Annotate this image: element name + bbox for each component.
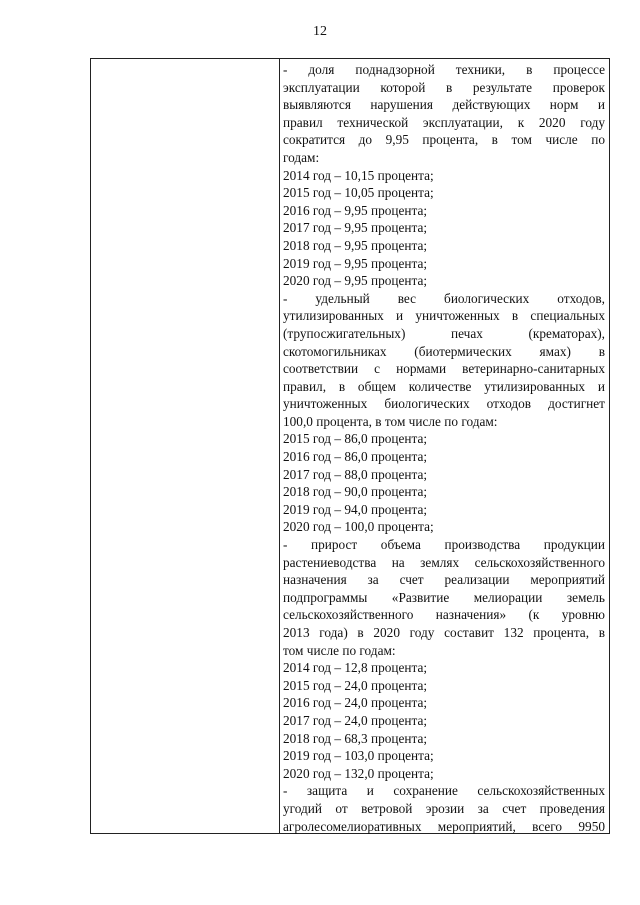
- text-line: правил технической эксплуатации, к 2020 году: [283, 114, 605, 130]
- text-line: 100,0 процента, в том числе по годам:: [283, 413, 498, 429]
- indicator-biological-waste: [283, 290, 605, 536]
- text-line: соответствии с нормами ветеринарно-санитарных: [283, 361, 605, 377]
- page-number: 12: [313, 24, 327, 39]
- year-value-line: 2019 год – 9,95 процента;: [283, 255, 428, 271]
- year-value-line: 2015 год – 86,0 процента;: [283, 431, 428, 447]
- year-value-line: 2020 год – 132,0 процента;: [283, 765, 434, 781]
- year-value-line: 2017 год – 9,95 процента;: [283, 220, 428, 236]
- year-value-line: 2016 год – 24,0 процента;: [283, 695, 428, 711]
- table-right-column: [280, 61, 609, 835]
- year-value-line: 2015 год – 24,0 процента;: [283, 677, 428, 693]
- year-value-line: 2016 год – 86,0 процента;: [283, 449, 428, 465]
- indicator-crop-production-growth: [283, 536, 605, 782]
- text-line: утилизированных и уничтоженных в специальных: [283, 308, 605, 324]
- year-value-line: 2017 год – 24,0 процента;: [283, 712, 428, 728]
- indicator-inspected-machinery: [283, 61, 605, 290]
- text-line: (трупосжигательных) печах (крематорах),: [283, 325, 605, 341]
- year-value-line: 2018 год – 68,3 процента;: [283, 730, 428, 746]
- year-value-line: 2019 год – 94,0 процента;: [283, 501, 428, 517]
- text-line: сократится до 9,95 процента, в том числе по: [283, 132, 605, 148]
- text-line: эксплуатации которой в результате проверок: [283, 79, 605, 95]
- year-value-line: 2019 год – 103,0 процента;: [283, 748, 434, 764]
- text-line: сельскохозяйственного назначения» (к уровню: [283, 607, 605, 623]
- text-line: - удельный вес биологических отходов,: [283, 290, 605, 306]
- text-line: 2013 года) в 2020 году составит 132 процента, в: [283, 625, 605, 640]
- text-line: том числе по годам:: [283, 642, 396, 658]
- indicator-erosion-protection: [283, 782, 605, 835]
- text-line: скотомогильниках (биотермических ямах) в: [283, 343, 605, 359]
- year-value-line: 2015 год – 10,05 процента;: [283, 185, 434, 201]
- text-line: - прирост объема производства продукции: [283, 537, 605, 553]
- text-line: уничтоженных биологических отходов достигнет: [283, 396, 605, 412]
- text-line: годам:: [283, 149, 320, 165]
- table-left-column: [91, 59, 280, 833]
- text-line: - доля поднадзорной техники, в процессе: [283, 62, 605, 77]
- indicators-table: [90, 58, 610, 834]
- text-line: растениеводства на землях сельскохозяйственного: [283, 554, 605, 570]
- text-line: выявляются нарушения действующих норм и: [283, 97, 605, 113]
- year-value-line: 2014 год – 12,8 процента;: [283, 660, 428, 676]
- year-value-line: 2016 год – 9,95 процента;: [283, 202, 428, 218]
- year-value-line: 2020 год – 100,0 процента;: [283, 519, 434, 535]
- text-line: угодий от ветровой эрозии за счет проведения: [283, 800, 605, 816]
- text-line: подпрограммы «Развитие мелиорации земель: [283, 589, 605, 605]
- text-line: агролесомелиоративных мероприятий, всего 9950: [283, 818, 605, 834]
- year-value-line: 2018 год – 9,95 процента;: [283, 237, 428, 253]
- text-line: назначения за счет реализации мероприятий: [283, 572, 605, 588]
- year-value-line: 2018 год – 90,0 процента;: [283, 484, 428, 500]
- text-line: правил, в общем количестве утилизированных и: [283, 378, 605, 394]
- year-value-line: 2020 год – 9,95 процента;: [283, 273, 428, 289]
- text-line: - защита и сохранение сельскохозяйственных: [283, 783, 605, 799]
- year-value-line: 2014 год – 10,15 процента;: [283, 167, 434, 183]
- year-value-line: 2017 год – 88,0 процента;: [283, 466, 428, 482]
